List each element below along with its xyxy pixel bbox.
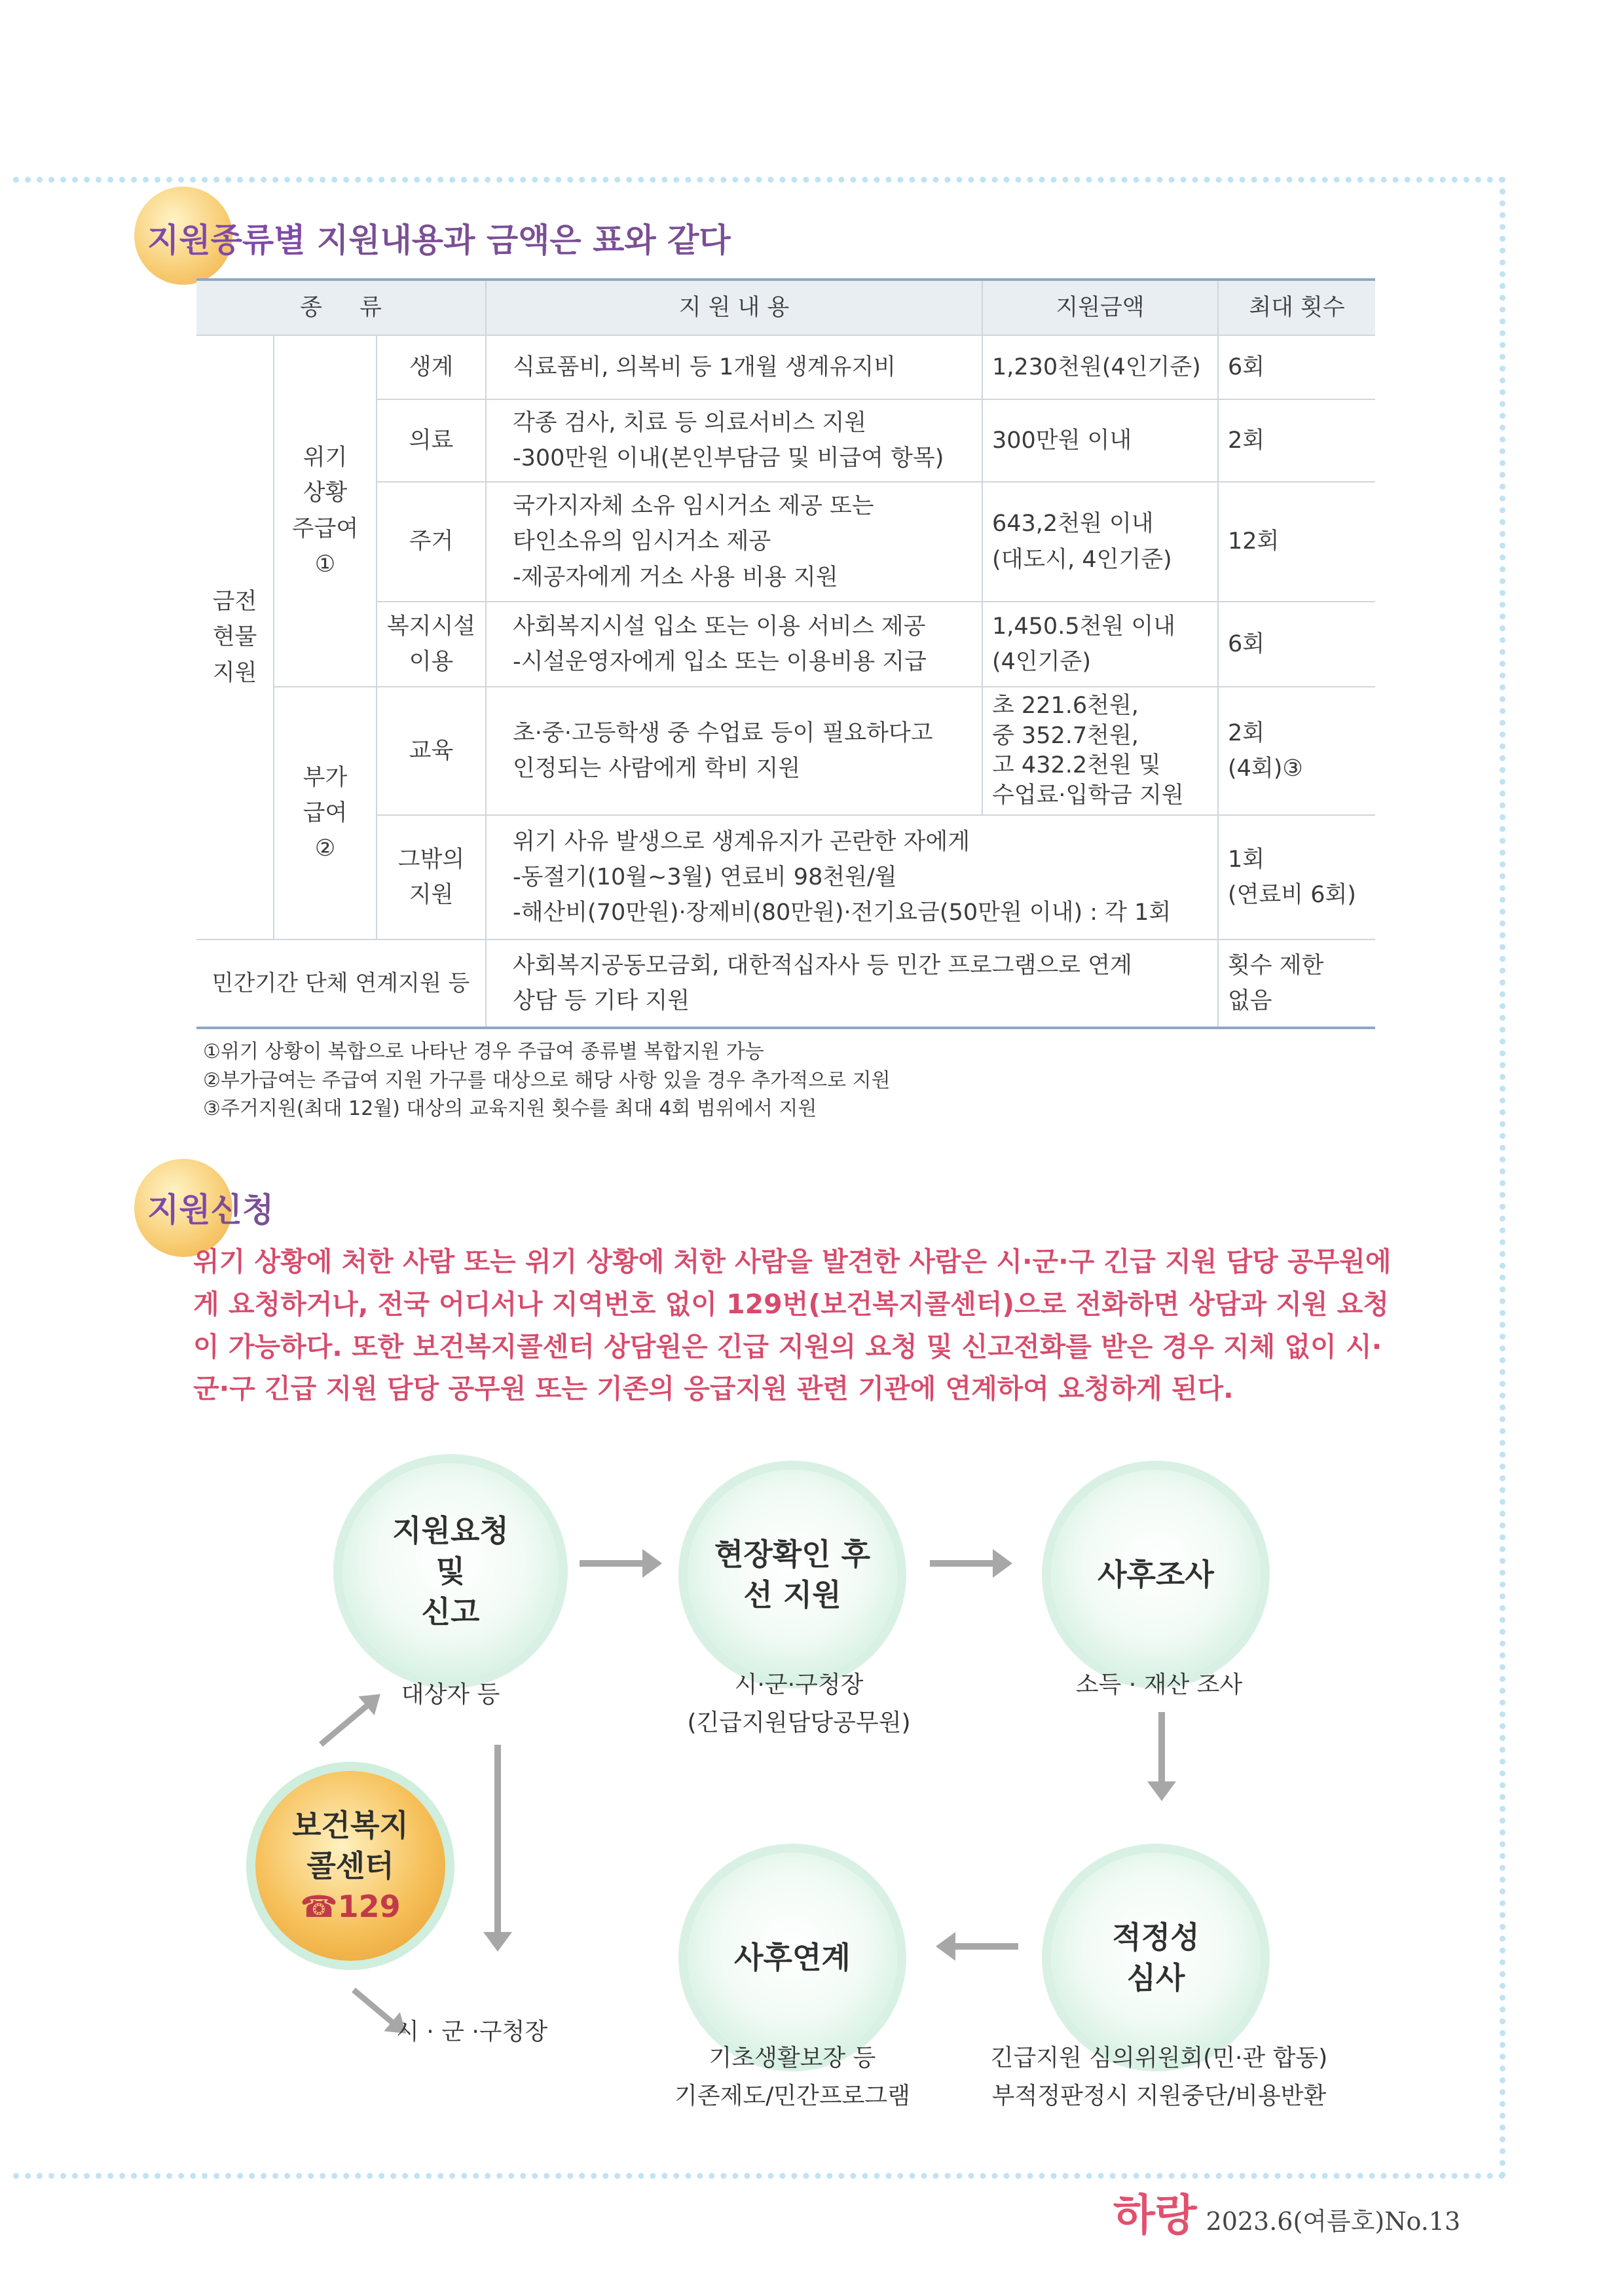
flow-step-request: 지원요청 및 신고 <box>342 1463 559 1679</box>
flow-step-onsite-label: 시·군·구청장 (긴급지원담당공무원) <box>687 1671 911 1736</box>
table-row <box>196 687 1375 815</box>
group-extra: 부가 급여 ② <box>274 687 377 939</box>
support-table <box>196 278 1375 1029</box>
note-item: ③주거지원(최대 12월) 대상의 교육지원 횟수를 최대 4회 범위에서 지원 <box>203 1097 817 1120</box>
row-type: 그밖의 지원 <box>377 815 486 939</box>
group-crisis-main: 위기 상황 주급여 ① <box>274 335 377 687</box>
row-type: 복지시설 이용 <box>377 602 486 687</box>
row-amount: 1,450.5천원 이내 (4인기준) <box>982 602 1218 687</box>
row-content: 각종 검사, 치료 등 의료서비스 지원 -300만원 이내(본인부담금 및 비급여 항목) <box>486 399 982 482</box>
flow-step-followup-survey-label: 소득 · 재산 조사 <box>1075 1671 1243 1698</box>
row-content: 사회복지공동모금회, 대한적십자사 등 민간 프로그램으로 연계 상담 등 기타 지원 <box>486 939 1218 1028</box>
heading-title <box>147 214 731 261</box>
flow-step-request-label: 대상자 등 <box>401 1681 500 1708</box>
header-content: 지 원 내 용 <box>486 280 982 335</box>
table-row-private <box>196 939 1375 1028</box>
heading-title-rest: 신청 <box>210 1190 274 1229</box>
row-max: 12회 <box>1218 482 1375 602</box>
note-item: ①위기 상황이 복합으로 나타난 경우 주급여 종류별 복합지원 가능 <box>203 1040 764 1063</box>
group-money-goods: 금전 현물 지원 <box>196 335 274 939</box>
flow-step-review-label: 긴급지원 심의위원회(민·관 합동) 부적정판정시 지원중단/비용반환 <box>990 2045 1328 2109</box>
row-max: 2회 (4회)③ <box>1218 687 1375 815</box>
header-type: 종 류 <box>196 280 486 335</box>
row-amount: 초 221.6천원, 중 352.7천원, 고 432.2천원 및 수업료·입학금 지원 <box>982 687 1218 815</box>
footer <box>1113 2180 1460 2242</box>
heading-title <box>147 1184 274 1231</box>
row-max: 횟수 제한 없음 <box>1218 939 1375 1028</box>
side-label-city-hall: 시 · 군 ·구청장 <box>396 2018 548 2045</box>
row-content: 식료품비, 의복비 등 1개월 생계유지비 <box>486 335 982 399</box>
header-amount: 지원금액 <box>982 280 1218 335</box>
flow-step-linkage-label: 기초생활보장 등 기존제도/민간프로그램 <box>674 2045 910 2109</box>
flow-step-review: 적정성 심사 <box>1051 1853 1261 2062</box>
heading-title-highlight: 지원 <box>147 1190 211 1229</box>
arrow-left-icon <box>953 1943 1018 1950</box>
callcenter-name-line2: 콜센터 <box>306 1848 394 1884</box>
application-paragraph: 위기 상황에 처한 사람 또는 위기 상황에 처한 사람을 발견한 사람은 시·군·구 긴급 지원 담당 공무원에게 요청하거나, 전국 어디서나 지역번호 없이 129번(보건복지콜센터)으로 전화하면 상담과 지원 요청이 가능하다. 또한 보건복지콜센터 상담원은 긴급 지원의 요청 및 신고전화를 받은 경우 지체 없이 시·군·구 긴급 지원 담당 공무원 또는 기존의 응급지원 관련 기관에 연계하여 요청하게 된다. <box>193 1246 1392 1405</box>
row-amount: 1,230천원(4인기준) <box>982 335 1218 399</box>
row-type: 의료 <box>377 399 486 482</box>
arrow-down-icon <box>494 1745 501 1935</box>
table-header-row <box>196 280 1375 335</box>
row-amount: 300만원 이내 <box>982 399 1218 482</box>
row-max: 2회 <box>1218 399 1375 482</box>
phone-icon: ☎129 <box>300 1889 401 1925</box>
arrow-right-icon <box>930 1560 995 1567</box>
section-heading-support-types <box>134 187 731 285</box>
row-max: 1회 (연료비 6회) <box>1218 815 1375 939</box>
flow-step-linkage: 사후연계 <box>688 1853 897 2062</box>
row-type: 주거 <box>377 482 486 602</box>
arrow-down-icon <box>1158 1712 1165 1784</box>
row-type: 생계 <box>377 335 486 399</box>
row-amount: 643,2천원 이내 (대도시, 4인기준) <box>982 482 1218 602</box>
row-max: 6회 <box>1218 602 1375 687</box>
callcenter-129 <box>255 1771 445 1961</box>
heading-title-highlight: 지원종류별 <box>147 221 306 259</box>
row-content: 초·중·고등학생 중 수업료 등이 필요하다고 인정되는 사람에게 학비 지원 <box>486 687 982 815</box>
callcenter-name-line1: 보건복지 <box>292 1807 409 1843</box>
table-row <box>196 335 1375 399</box>
issue-number: 2023.6(여름호)No.13 <box>1206 2207 1461 2236</box>
magazine-logo: 하랑 <box>1113 2189 1197 2240</box>
heading-title-rest: 지원내용과 금액은 표와 같다 <box>305 221 731 259</box>
row-content: 국가지자체 소유 임시거소 제공 또는 타인소유의 임시거소 제공 -제공자에게 거소 사용 비용 지원 <box>486 482 982 602</box>
arrow-right-icon <box>580 1560 645 1567</box>
row-type: 민간기간 단체 연계지원 등 <box>196 939 486 1028</box>
flow-step-followup-survey: 사후조사 <box>1051 1470 1261 1679</box>
row-max: 6회 <box>1218 335 1375 399</box>
row-content: 위기 사유 발생으로 생계유지가 곤란한 자에게 -동절기(10월~3월) 연료비 98천원/월 -해산비(70만원)·장제비(80만원)·전기요금(50만원 이내) : 각 1회 <box>486 815 1218 939</box>
row-type: 교육 <box>377 687 486 815</box>
header-max: 최대 횟수 <box>1218 280 1375 335</box>
flow-step-onsite: 현장확인 후 선 지원 <box>688 1470 897 1679</box>
note-item: ②부가급여는 주급여 지원 가구를 대상으로 해당 사항 있을 경우 추가적으로 지원 <box>203 1068 891 1092</box>
row-content: 사회복지시설 입소 또는 이용 서비스 제공 -시설운영자에게 입소 또는 이용비용 지급 <box>486 602 982 687</box>
table-notes <box>203 1038 891 1123</box>
